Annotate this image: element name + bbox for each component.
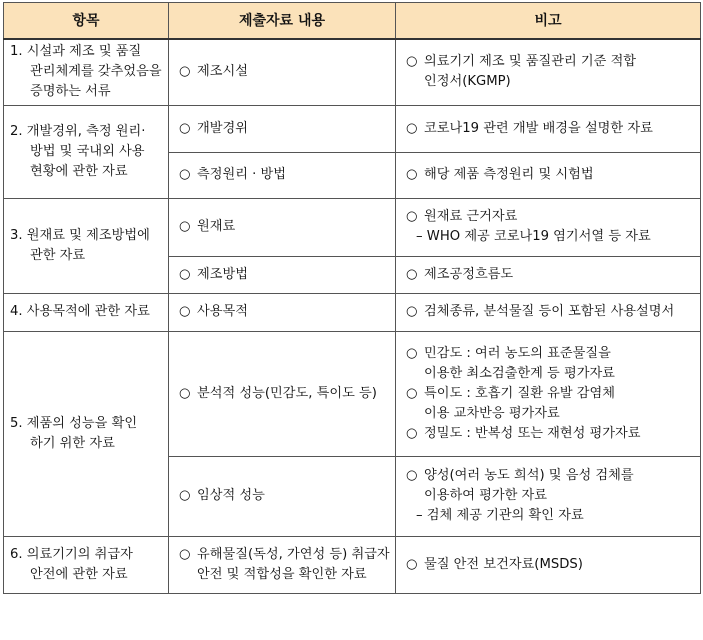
remarks-text: – 검체 제공 기관의 확인 자료 [416,508,584,523]
category-line: 증명하는 서류 [30,84,111,100]
table-row [4,105,701,152]
category-line: 5. 제품의 성능을 확인 [10,415,138,431]
header-content: 제출자료 내용 [169,3,396,40]
remarks-cell [396,256,701,293]
category-line: 관리체계를 갖추었음을 [30,64,162,80]
content-text: 개발경위 [197,120,248,136]
category-cell [4,39,169,105]
content-cell [169,293,396,331]
content-text: 원재료 [197,219,236,234]
bullet-icon: ○ [406,304,418,319]
bullet-icon: ○ [406,120,418,136]
bullet-icon: ○ [179,304,191,319]
remarks-cell [396,152,701,198]
category-cell [4,293,169,331]
remarks-cell [396,331,701,456]
remarks-text: 양성(여러 농도 희석) 및 음성 검체를 [424,468,634,483]
remarks-cell [396,293,701,331]
bullet-icon: ○ [179,64,191,80]
category-line: 안전에 관한 자료 [30,566,128,582]
bullet-icon: ○ [406,266,418,282]
table-row [4,198,701,256]
bullet-icon: ○ [406,54,418,70]
remarks-text: 인정서(KGMP) [424,74,511,90]
table-header-row [4,3,701,40]
table-row [4,331,701,456]
bullet-icon: ○ [406,345,418,361]
content-cell [169,536,396,593]
remarks-cell [396,198,701,256]
table-row [4,536,701,593]
remarks-text: 정밀도 : 반복성 또는 재현성 평가자료 [424,425,641,441]
bullet-icon: ○ [406,209,418,224]
bullet-icon: ○ [179,488,191,503]
remarks-text: 물질 안전 보건자료(MSDS) [424,556,583,572]
category-line: 2. 개발경위, 측정 원리· [10,123,146,139]
remarks-cell [396,105,701,152]
remarks-text: 이용 교차반응 평가자료 [424,405,560,421]
bullet-icon: ○ [179,219,191,234]
category-line: 방법 및 국내외 사용 [30,143,145,159]
content-cell [169,39,396,105]
remarks-cell [396,536,701,593]
content-cell [169,198,396,256]
category-line: 현황에 관한 자료 [30,163,128,179]
remarks-text: 해당 제품 측정원리 및 시험법 [424,167,594,182]
category-line: 4. 사용목적에 관한 자료 [10,304,150,319]
header-remarks: 비고 [396,3,701,40]
bullet-icon: ○ [179,167,191,182]
remarks-cell [396,39,701,105]
category-line: 1. 시설과 제조 및 품질 [10,44,142,60]
remarks-text: 이용하여 평가한 자료 [424,488,548,503]
category-cell [4,331,169,536]
bullet-icon: ○ [179,120,191,136]
content-text: 유해물질(독성, 가연성 등) 취급자 [197,546,390,562]
remarks-text: – WHO 제공 코로나19 염기서열 등 자료 [416,229,651,244]
category-cell [4,536,169,593]
content-cell [169,256,396,293]
content-text: 제조방법 [197,266,248,282]
content-text: 안전 및 적합성을 확인한 자료 [197,566,367,582]
category-line: 3. 원재료 및 제조방법에 [10,227,150,243]
category-line: 관한 자료 [30,247,86,263]
content-text: 분석적 성능(민감도, 특이도 등) [197,385,377,401]
content-cell [169,105,396,152]
content-cell [169,456,396,536]
table-row [4,293,701,331]
remarks-text: 원재료 근거자료 [424,209,518,224]
content-text: 제조시설 [197,64,248,80]
category-line: 하기 위한 자료 [30,435,115,451]
content-text: 사용목적 [197,304,248,319]
remarks-text: 검체종류, 분석물질 등이 포함된 사용설명서 [424,304,675,319]
bullet-icon: ○ [179,385,191,401]
remarks-text: 의료기기 제조 및 품질관리 기준 적합 [424,54,637,70]
bullet-icon: ○ [406,556,418,572]
remarks-text: 이용한 최소검출한계 등 평가자료 [424,365,615,381]
bullet-icon: ○ [406,425,418,441]
remarks-text: 민감도 : 여러 농도의 표준물질을 [424,345,611,361]
content-cell [169,152,396,198]
content-text: 임상적 성능 [197,488,265,503]
remarks-text: 코로나19 관련 개발 배경을 설명한 자료 [424,120,653,136]
bullet-icon: ○ [406,385,418,401]
content-cell [169,331,396,456]
remarks-cell [396,456,701,536]
bullet-icon: ○ [179,546,191,562]
category-cell [4,198,169,293]
submission-requirements-table [3,2,701,594]
table-row [4,39,701,105]
category-line: 6. 의료기기의 취급자 [10,546,133,562]
bullet-icon: ○ [179,266,191,282]
bullet-icon: ○ [406,468,418,483]
bullet-icon: ○ [406,167,418,182]
header-item: 항목 [4,3,169,40]
content-text: 측정원리 · 방법 [197,167,287,182]
category-cell [4,105,169,198]
remarks-text: 제조공정흐름도 [424,266,514,282]
remarks-text: 특이도 : 호흡기 질환 유발 감염체 [424,385,616,401]
